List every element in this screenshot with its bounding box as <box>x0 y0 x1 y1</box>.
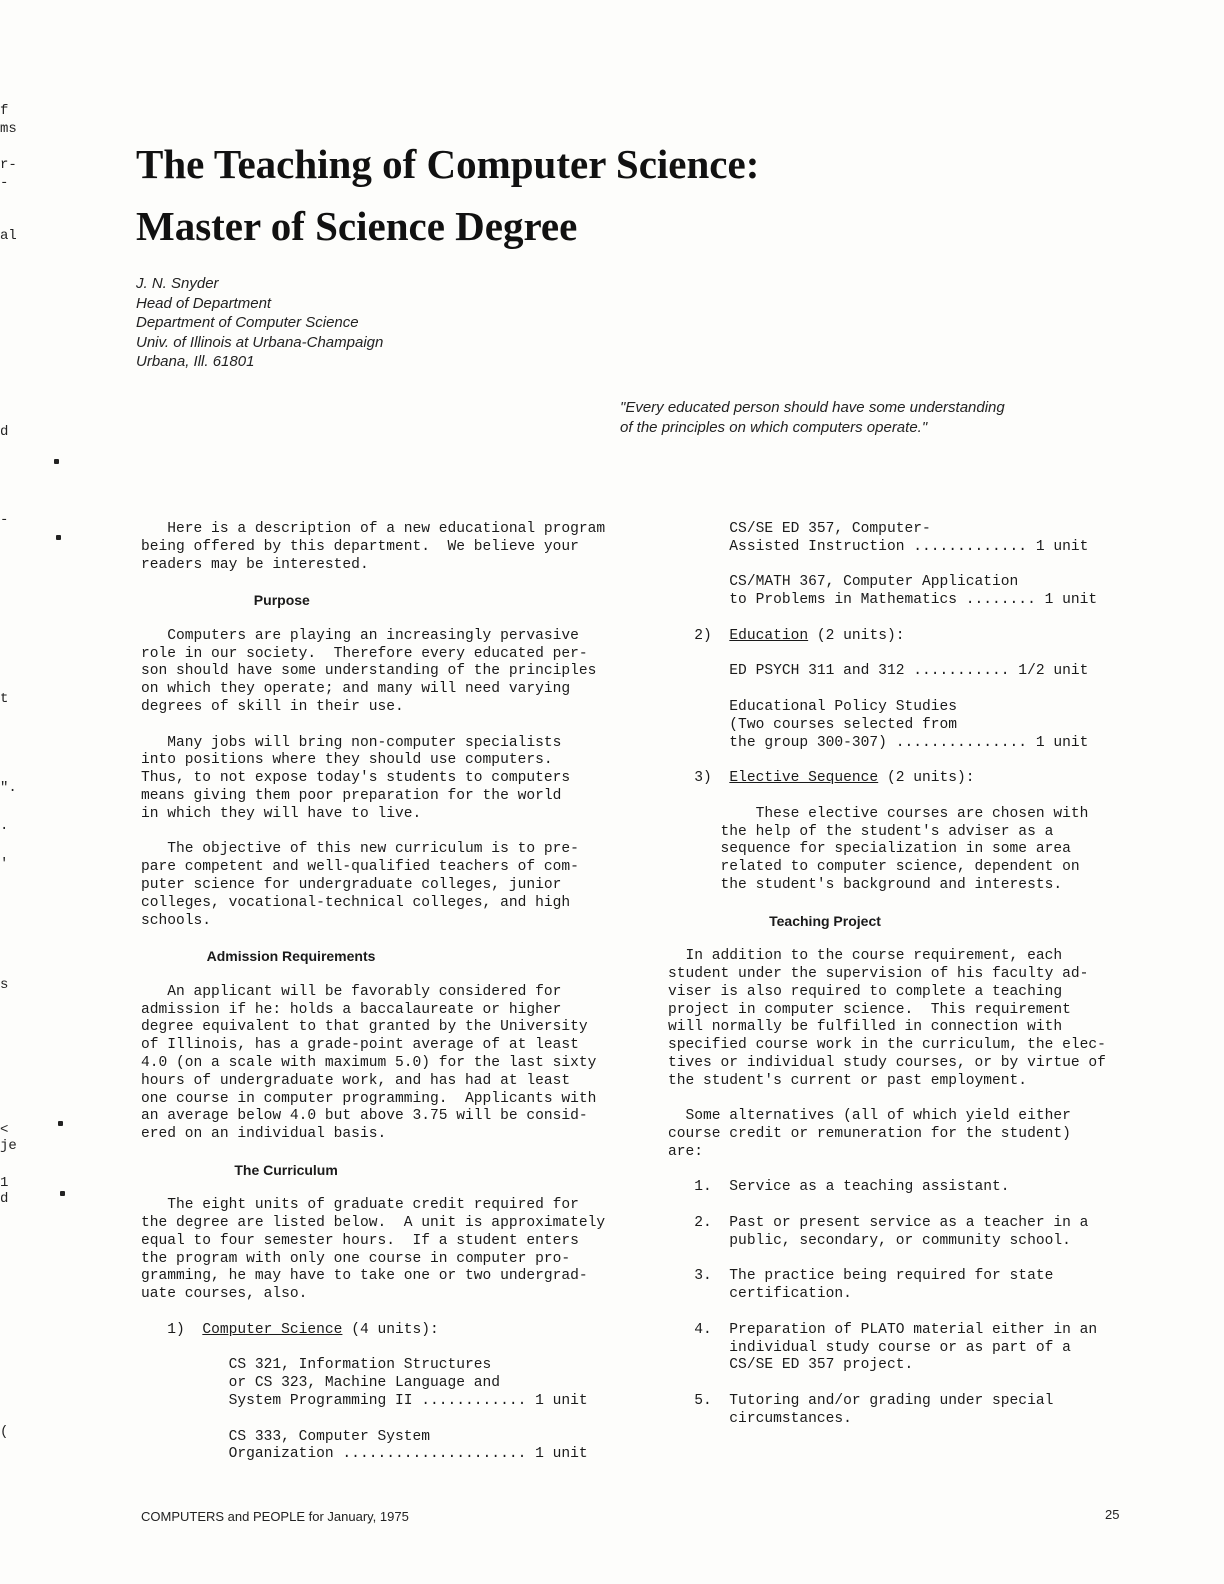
author-block <box>136 274 383 372</box>
elective-paragraph: These elective courses are chosen with the help of the student's adviser as a sequence for specialization in some area related to computer science, dependent on the student's background and interests. <box>720 805 1089 893</box>
author-university: Univ. of Illinois at Urbana-Champaign <box>136 333 384 351</box>
margin-fragment: - <box>0 512 9 528</box>
author-department: Department of Computer Science <box>136 314 359 331</box>
article-title <box>136 133 759 257</box>
margin-fragment: < <box>0 1122 9 1138</box>
purpose-paragraph-1: Computers are playing an increasingly pervasive role in our society. Therefore every educated per- son should have some understanding of the principles on which they operate; and many will need varying degrees of skill in their use. <box>141 627 597 715</box>
section-title: Education <box>729 627 809 644</box>
author-position: Head of Department <box>136 294 272 312</box>
margin-fragment: s <box>0 977 9 993</box>
margin-fragment: je <box>0 1138 17 1154</box>
section-title: Elective Sequence <box>729 770 879 787</box>
section-number: 2) <box>668 627 730 644</box>
margin-fragment: ms <box>0 121 17 137</box>
elective-section-heading <box>668 770 1128 788</box>
scan-mark <box>58 1121 63 1126</box>
course-entry: CS/MATH 367, Computer Application to Problems in Mathematics ........ 1 unit <box>729 574 1098 609</box>
scan-mark <box>56 535 61 540</box>
article-title-line-2: Master of Science Degree <box>136 203 578 249</box>
article-title-line-1: The Teaching of Computer Science: <box>136 141 760 187</box>
intro-paragraph: Here is a description of a new educational program being offered by this department. We believe your readers may be interested. <box>141 521 606 573</box>
alternative-item: 1. Service as a teaching assistant. <box>668 1179 1010 1196</box>
page-number: 25 <box>1105 1507 1120 1522</box>
section-number: 3) <box>668 770 730 787</box>
course-entry: ED PSYCH 311 and 312 ........... 1/2 unit <box>668 663 1089 680</box>
curriculum-paragraph: The eight units of graduate credit required for the degree are listed below. A unit is approximately equal to four semester hours. If a student enters the program with only one course in computer pro- gramming, he may have to take one or two undergrad- uate courses, also. <box>141 1197 606 1303</box>
margin-fragment: r- <box>0 157 17 173</box>
margin-fragment: d <box>0 424 9 440</box>
margin-fragment: t <box>0 691 9 707</box>
margin-fragment: ". <box>0 780 17 796</box>
author-name: J. N. Snyder <box>136 275 219 292</box>
section-units: (4 units): <box>342 1321 439 1338</box>
education-section-heading <box>668 628 1128 646</box>
teaching-project-heading: Teaching Project <box>668 912 881 929</box>
margin-fragment: ' <box>0 856 9 872</box>
quote-line-1: "Every educated person should have some understanding <box>620 399 1005 416</box>
computer-science-section-heading <box>141 1322 621 1340</box>
alternative-item: 5. Tutoring and/or grading under special circumstances. <box>694 1393 1054 1427</box>
purpose-paragraph-3: The objective of this new curriculum is to pre- pare competent and well-qualified teachers of com- puter science for undergraduate colleges, junior colleges, vocational-technical colleges, and high schools. <box>141 841 579 929</box>
teaching-paragraph-1: In addition to the course requirement, each student under the supervision of his faculty ad- viser is also required to complete a teaching project in computer science. This requirement will normally be fulfilled in connection with specified course work in the curriculum, the elec- tives or individual study courses, or by virtue of the student's current or past employment. <box>668 948 1106 1089</box>
course-entry: Educational Policy Studies (Two courses selected from the group 300-307) ............... 1 unit <box>729 698 1089 751</box>
margin-fragment: f <box>0 103 9 119</box>
right-column <box>668 521 1128 1429</box>
course-entry: CS 321, Information Structures or CS 323, Machine Language and System Programming II ............ 1 unit <box>228 1357 588 1410</box>
left-column <box>141 521 621 1464</box>
scan-mark <box>54 459 59 464</box>
margin-fragment: ( <box>0 1424 9 1440</box>
margin-fragment: 1 <box>0 1175 9 1191</box>
journal-footer: COMPUTERS and PEOPLE for January, 1975 <box>141 1509 409 1524</box>
margin-fragment: d <box>0 1191 9 1207</box>
admission-paragraph: An applicant will be favorably considered for admission if he: holds a baccalaureate or higher degree equivalent to that granted by the University of Illinois, has a grade-point average of at least 4.0 (on a scale with maximum 5.0) for the last sixty hours of undergraduate work, and has had at least one course in computer programming. Applicants with an average below 4.0 but above 3.75 will be consid- ered on an individual basis. <box>141 983 597 1143</box>
section-number: 1) <box>141 1321 203 1338</box>
author-city: Urbana, Ill. 61801 <box>136 353 255 370</box>
section-units: (2 units): <box>878 770 975 787</box>
margin-fragment: - <box>0 175 9 191</box>
course-entry: CS/SE ED 357, Computer- Assisted Instruction ............. 1 unit <box>729 521 1089 555</box>
alternative-item: 2. Past or present service as a teacher in a public, secondary, or community school. <box>694 1215 1089 1249</box>
epigraph-quote <box>620 398 1005 438</box>
margin-fragment: . <box>0 818 9 834</box>
alternative-item: 4. Preparation of PLATO material either in an individual study course or as part of a CS/SE ED 357 project. <box>694 1321 1098 1374</box>
section-units: (2 units): <box>808 627 905 644</box>
purpose-heading: Purpose <box>141 592 310 609</box>
teaching-paragraph-2: Some alternatives (all of which yield either course credit or remuneration for the student) are: <box>668 1108 1071 1160</box>
quote-line-2: of the principles on which computers operate." <box>620 419 928 436</box>
section-title: Computer Science <box>202 1321 343 1338</box>
course-entry: CS 333, Computer System Organization ..................... 1 unit <box>228 1428 588 1463</box>
scan-mark <box>60 1191 65 1196</box>
alternative-item: 3. The practice being required for state certification. <box>694 1268 1054 1303</box>
purpose-paragraph-2: Many jobs will bring non-computer specialists into positions where they should use computers. Thus, to not expose today's students to computers means giving them poor preparation for the world in which they will have to live. <box>141 734 571 822</box>
admission-heading: Admission Requirements <box>141 948 376 965</box>
curriculum-heading: The Curriculum <box>141 1161 338 1178</box>
margin-fragment: al <box>0 228 17 244</box>
